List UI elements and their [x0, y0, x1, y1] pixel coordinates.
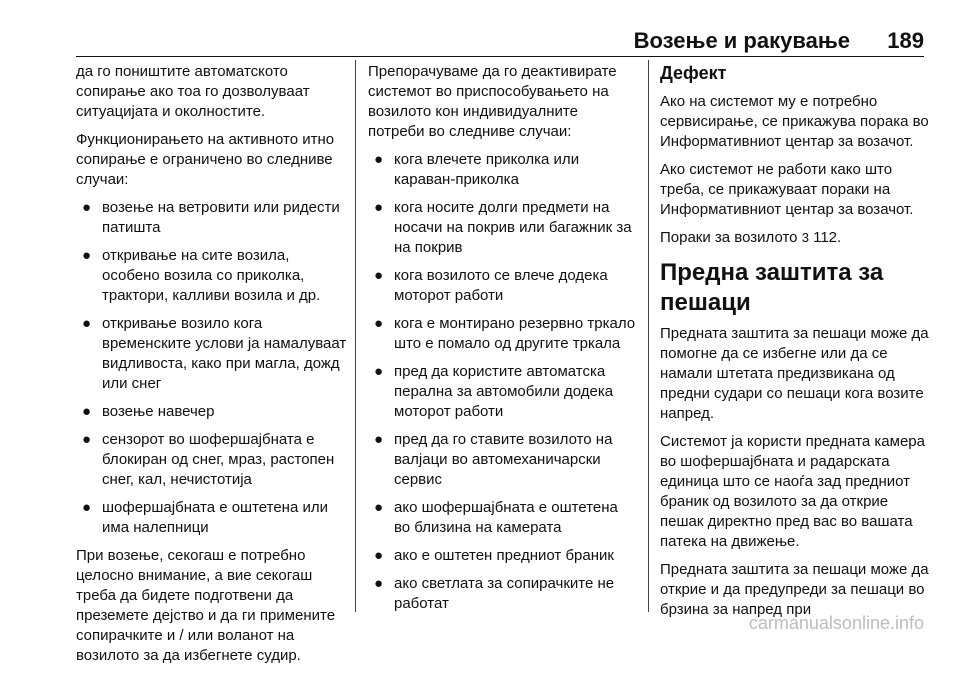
- list-item: [368, 362, 638, 422]
- list-item-text: пред да го ставите возилото на валјаци во автомеханичарски сервис: [394, 431, 613, 488]
- header-rule: [76, 56, 924, 57]
- col2-bullet-list: [368, 150, 638, 614]
- list-item: [76, 498, 348, 538]
- heading-malfunction: Дефект: [660, 63, 727, 83]
- list-item: [76, 246, 348, 306]
- page-number: 189: [887, 28, 924, 53]
- list-item: [368, 546, 638, 566]
- list-item-text: откривање на сите возила, особено возила со приколка, трактори, калливи возила и др.: [102, 247, 321, 304]
- list-item-text: кога возилото се влече додека моторот работи: [394, 267, 608, 304]
- list-item: [76, 198, 348, 238]
- vehicle-messages-text: Пораки за возилото: [660, 229, 798, 246]
- page-title: Возење и ракување: [633, 28, 850, 53]
- bullet-icon: ●: [82, 315, 92, 332]
- list-item-text: возење на ветровити или ридести патишта: [102, 199, 340, 236]
- heading-pedestrian-protection: Предна заштита за пешаци: [660, 259, 884, 316]
- bullet-icon: ●: [82, 199, 92, 216]
- bullet-icon: ●: [374, 431, 384, 448]
- list-item: [368, 198, 638, 258]
- list-item: [368, 430, 638, 490]
- list-item: [368, 266, 638, 306]
- page-header: [0, 0, 960, 56]
- list-item-text: ако светлата за сопирачките не работат: [394, 575, 615, 612]
- list-item-text: кога е монтирано резервно тркало што е помало од другите тркала: [394, 315, 636, 352]
- bullet-icon: ●: [374, 199, 384, 216]
- page-reference-link[interactable]: 112.: [813, 229, 842, 246]
- bullet-icon: ●: [374, 315, 384, 332]
- bullet-icon: ●: [82, 247, 92, 264]
- list-item: [368, 150, 638, 190]
- col3-para4: Предната заштита за пешаци може да помогне да се избегне или да се намали штетата предизвикана од предни судари со пешаци кога возите напред.: [660, 325, 929, 422]
- bullet-icon: ●: [374, 363, 384, 380]
- col1-bullet-list: [76, 198, 348, 538]
- col1-para3: При возење, секогаш е потребно целосно внимание, а вие секогаш треба да бидете подготвени да преземете дејство и да ги примените сопирачките и / или воланот на возилото за да избегнете судир.: [76, 547, 336, 664]
- bullet-icon: ●: [374, 499, 384, 516]
- bullet-icon: ●: [82, 403, 92, 420]
- list-item: [368, 574, 638, 614]
- bullet-icon: ●: [374, 151, 384, 168]
- col1-para1: да го поништите автоматското сопирање ако тоа го дозволуваат ситуацијата и околностите.: [76, 63, 310, 120]
- col3-para6: Предната заштита за пешаци може да открие и да предупреди за пешаци во брзина за напред при: [660, 561, 929, 618]
- col3-para3: [660, 228, 930, 248]
- col1-para2: Функционирањето на активното итно сопирање е ограничено во следниве случаи:: [76, 131, 335, 188]
- list-item-text: возење навечер: [102, 403, 215, 420]
- col3-para1: Ако на системот му е потребно сервисирање, се прикажува порака во Информативниот центар за возачот.: [660, 93, 929, 150]
- col2-para1: Препорачуваме да го деактивирате системот во приспособувањето на возилото кон индивидуалните потреби во следниве случаи:: [368, 63, 617, 140]
- column-2: [368, 62, 638, 622]
- list-item: [76, 430, 348, 490]
- bullet-icon: ●: [374, 575, 384, 592]
- col3-para2: Ако системот не работи како што треба, се прикажуваат пораки на Информативниот центар за возачот.: [660, 161, 914, 218]
- list-item: [368, 498, 638, 538]
- col3-para5: Системот ја користи предната камера во шофершајбната и радарската единица што се наоѓа зад предниот браник од возилото за да открие пешак директно пред вас во вашата патека на движење.: [660, 433, 925, 550]
- bullet-icon: ●: [82, 499, 92, 516]
- list-item-text: ако е оштетен предниот браник: [394, 547, 614, 564]
- list-item-text: кога влечете приколка или караван-приколка: [394, 151, 580, 188]
- list-item-text: пред да користите автоматска перална за автомобили додека моторот работи: [394, 363, 614, 420]
- column-3: [660, 62, 930, 628]
- list-item-text: кога носите долги предмети на носачи на покрив или багажник за на покрив: [394, 199, 632, 256]
- column-divider-2: [648, 60, 649, 612]
- bullet-icon: ●: [374, 547, 384, 564]
- watermark: carmanualsonline.info: [748, 613, 924, 633]
- list-item-text: откривање возило кога временските услови ја намалуваат видливоста, како при магла, дожд или снег: [102, 315, 347, 392]
- list-item-text: ако шофершајбната е оштетена во близина на камерата: [394, 499, 618, 536]
- column-1: [76, 62, 348, 674]
- bullet-icon: ●: [374, 267, 384, 284]
- page-reference-arrow-icon: 3: [801, 230, 809, 245]
- list-item: [76, 314, 348, 394]
- list-item: [76, 402, 348, 422]
- list-item-text: шофершајбната е оштетена или има налепници: [102, 499, 328, 536]
- list-item-text: сензорот во шофершајбната е блокиран од снег, мраз, растопен снег, кал, нечистотија: [102, 431, 335, 488]
- bullet-icon: ●: [82, 431, 92, 448]
- list-item: [368, 314, 638, 354]
- column-divider-1: [355, 60, 356, 612]
